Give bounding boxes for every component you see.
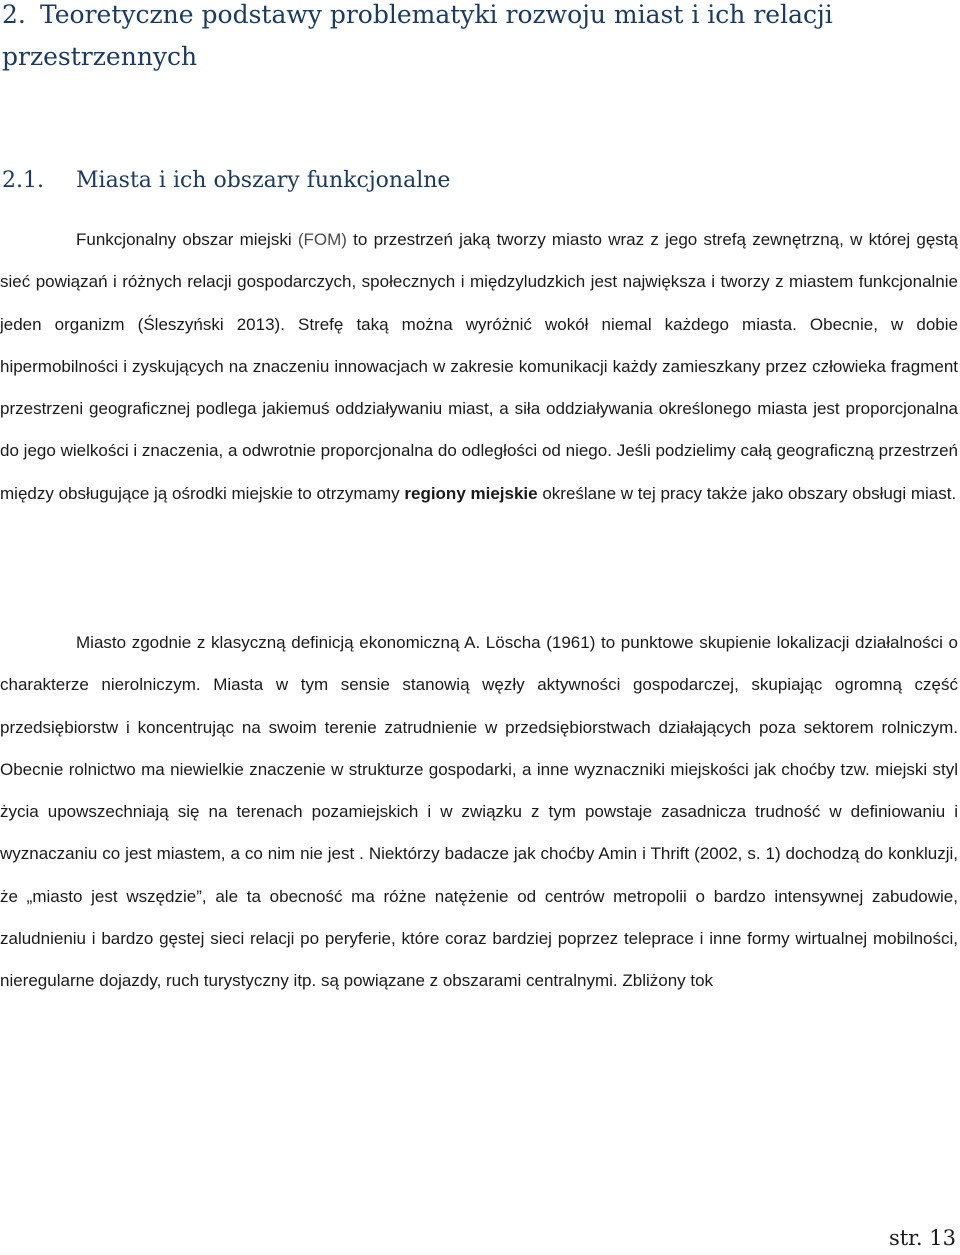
paragraph-city-definition (0, 622, 958, 1003)
paragraph-text: określane w tej pracy także jako obszary obsługi miast. (537, 483, 957, 503)
chapter-title-text: Teoretyczne podstawy problematyki rozwoju miast i ich relacji przestrzennych (2, 0, 833, 71)
chapter-title (2, 0, 942, 78)
chapter-number: 2. (2, 0, 26, 29)
term-fom-abbreviation: (FOM) (297, 230, 347, 249)
paragraph-text: to przestrzeń jaką tworzy miasto wraz z jego strefą zewnętrzną, w której gęstą sieć powiązań i różnych relacji gospodarczych, społecznych i międzyludzkich jest największa i tworzy z miastem funkcjonalnie jeden organizm (Śleszyński 2013). Strefę taką można wyróżnić wokół niemal każdego miasta. Obecnie, w dobie hipermobilności i zyskujących na znaczeniu innowacjach w zakresie komunikacji każdy zamieszkany przez człowieka fragment przestrzeni geograficznej podlega jakiemuś oddziaływaniu miast, a siła oddziaływania określonego miasta jest proporcjonalna do jego wielkości i znaczenia, a odwrotnie proporcjonalna do odległości od niego. Jeśli podzielimy całą geograficzną przestrzeń między obsługujące ją ośrodki miejskie to otrzymamy (0, 230, 958, 503)
section-title-text: Miasta i ich obszary funkcjonalne (76, 168, 451, 193)
paragraph-text: Miasto zgodnie z klasyczną definicją ekonomiczną A. Löscha (1961) to punktowe skupienie lokalizacji działalności o charakterze nierolniczym. Miasta w tym sensie stanowią węzły aktywności gospodarczej, skupiając ogromną część przedsiębiorstw i koncentrując na swoim terenie zatrudnienie w przedsiębiorstwach działających poza sektorem rolniczym. Obecnie rolnictwo ma niewielkie znaczenie w strukturze gospodarki, a inne wyznaczniki miejskości jak choćby tzw. miejski styl życia upowszechniają się na terenach pozamiejskich i w związku z tym powstaje zasadnicza trudność w definiowaniu i wyznaczaniu co jest miastem, a co nim nie jest . Niektórzy badacze jak choćby Amin i Thrift (2002, s. 1) dochodzą do konkluzji, że „miasto jest wszędzie”, ale ta obecność ma różne natężenie od centrów metropolii o bardzo intensywnej zabudowie, zaludnieniu i bardzo gęstej sieci relacji po peryferie, które coraz bardziej poprzez teleprace i inne formy wirtualnej mobilności, nieregularne dojazdy, ruch turystyczny itp. są powiązane z obszarami centralnymi. Zbliżony tok (0, 633, 958, 991)
term-regiony-miejskie: regiony miejskie (404, 483, 538, 503)
paragraph-fom-definition (0, 219, 958, 515)
section-number: 2.1. (2, 168, 44, 193)
section-title (2, 160, 450, 202)
page-number: str. 13 (888, 1226, 956, 1250)
term-fom: Funkcjonalny obszar miejski (76, 230, 292, 249)
